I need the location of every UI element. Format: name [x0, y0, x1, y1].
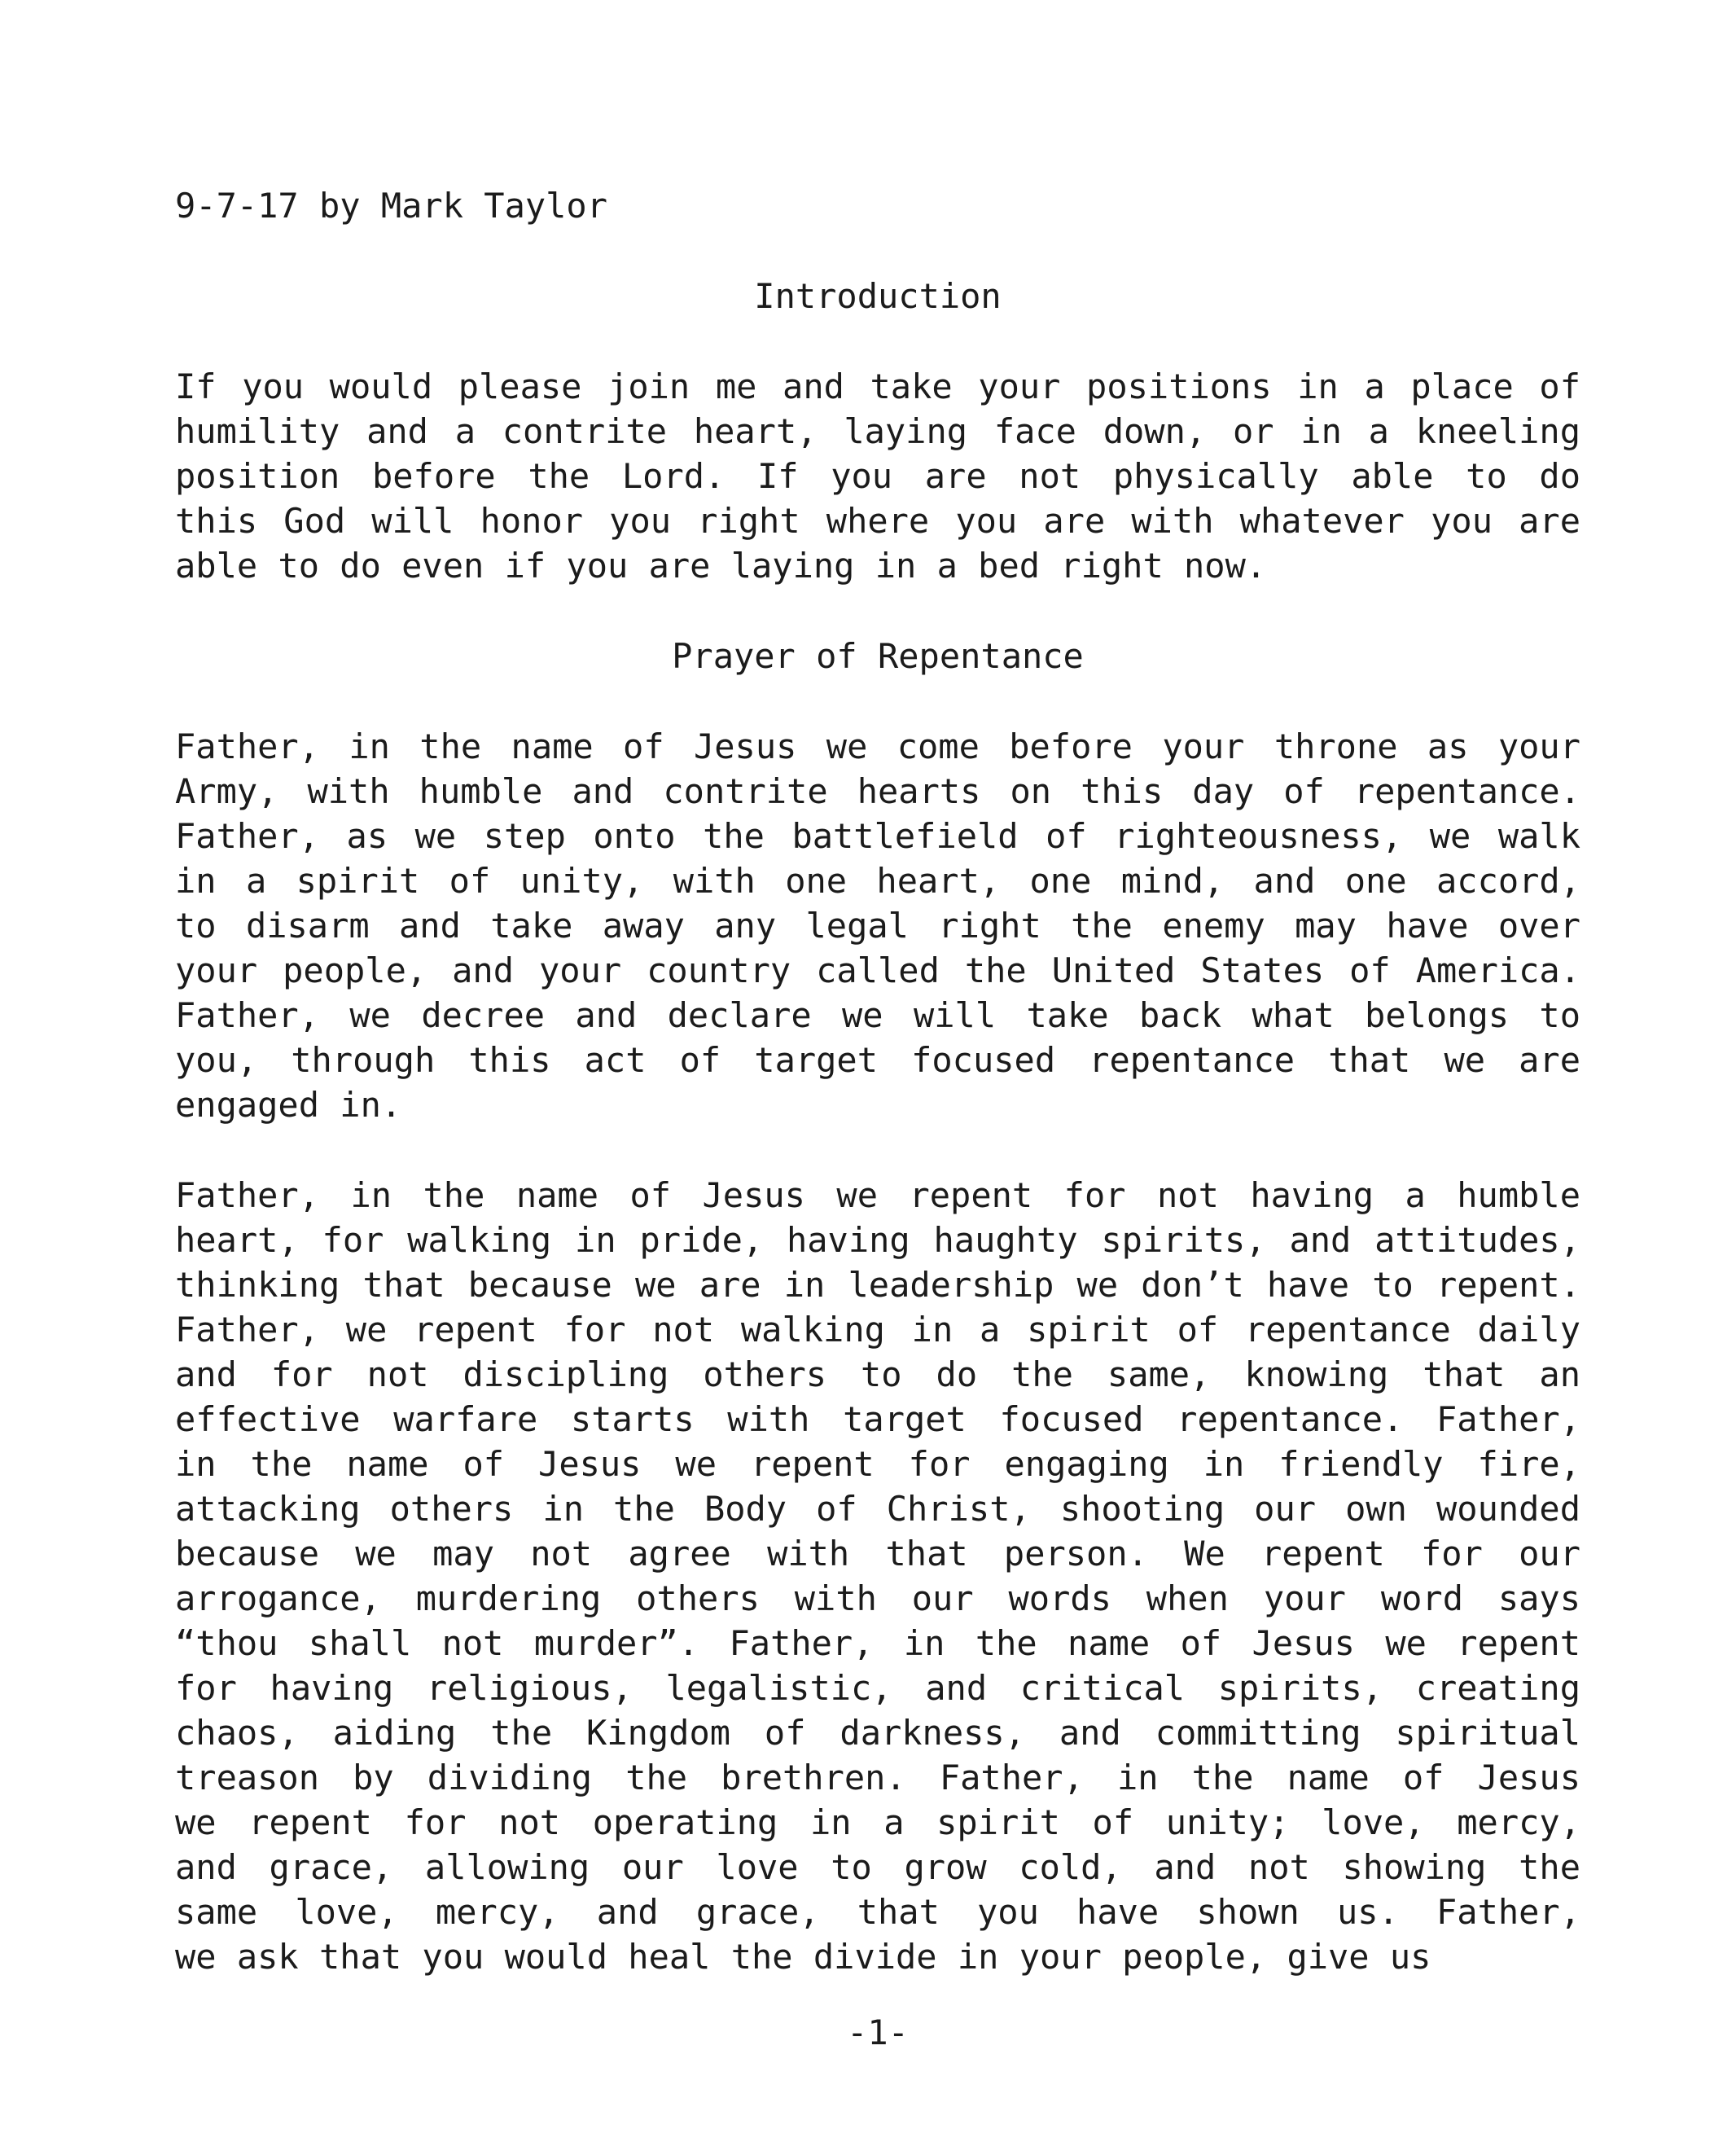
text-line: your people, and your country called the United States of America. [175, 950, 1580, 990]
text-line: effective warfare starts with target focused repentance. Father, [175, 1399, 1580, 1439]
text-line: in a spirit of unity, with one heart, one mind, and one accord, [175, 861, 1580, 901]
text-line: treason by dividing the brethren. Father, in the name of Jesus [175, 1758, 1580, 1797]
text-line: “thou shall not murder”. Father, in the name of Jesus we repent [175, 1623, 1580, 1663]
text-line: we repent for not operating in a spirit of unity; love, mercy, [175, 1802, 1580, 1842]
text-line: Father, as we step onto the battlefield of righteousness, we walk [175, 816, 1580, 856]
text-line: Father, we repent for not walking in a spirit of repentance daily [175, 1310, 1580, 1350]
text-line: we ask that you would heal the divide in your people, give us [175, 1937, 1431, 1977]
byline: 9-7-17 by Mark Taylor [175, 186, 608, 226]
text-line: arrogance, murdering others with our words when your word says [175, 1578, 1580, 1618]
text-line: for having religious, legalistic, and critical spirits, creating [175, 1668, 1580, 1708]
page-number: -1- [847, 2013, 909, 2052]
paragraph-prayer-part-2 [175, 1173, 1580, 1979]
text-line: this God will honor you right where you are with whatever you are [175, 501, 1580, 541]
text-line: If you would please join me and take your positions in a place of [175, 367, 1580, 406]
text-line: position before the Lord. If you are not physically able to do [175, 456, 1580, 496]
text-line: Army, with humble and contrite hearts on this day of repentance. [175, 771, 1580, 811]
text-line: because we may not agree with that person. We repent for our [175, 1534, 1580, 1574]
paragraph-prayer-part-1 [175, 724, 1580, 1127]
text-line: humility and a contrite heart, laying face down, or in a kneeling [175, 411, 1580, 451]
text-line: Father, in the name of Jesus we repent for not having a humble [175, 1175, 1580, 1215]
text-line: engaged in. [175, 1085, 402, 1125]
text-line: heart, for walking in pride, having haughty spirits, and attitudes, [175, 1220, 1580, 1260]
text-line: attacking others in the Body of Christ, shooting our own wounded [175, 1489, 1580, 1529]
text-line: in the name of Jesus we repent for engaging in friendly fire, [175, 1444, 1580, 1484]
text-line: and for not discipling others to do the same, knowing that an [175, 1354, 1580, 1394]
text-line: Father, in the name of Jesus we come before your throne as your [175, 726, 1580, 766]
text-line: Father, we decree and declare we will take back what belongs to [175, 995, 1580, 1035]
text-line: same love, mercy, and grace, that you have shown us. Father, [175, 1892, 1580, 1932]
text-line: to disarm and take away any legal right the enemy may have over [175, 906, 1580, 946]
text-line: chaos, aiding the Kingdom of darkness, and committing spiritual [175, 1713, 1580, 1753]
text-line: you, through this act of target focused repentance that we are [175, 1040, 1580, 1080]
text-line: able to do even if you are laying in a bed right now. [175, 546, 1267, 586]
heading-introduction: Introduction [754, 276, 1002, 316]
heading-prayer-of-repentance: Prayer of Repentance [672, 636, 1084, 676]
paragraph-introduction [175, 364, 1580, 588]
text-line: and grace, allowing our love to grow cold, and not showing the [175, 1847, 1580, 1887]
text-line: thinking that because we are in leadership we don’t have to repent. [175, 1265, 1580, 1305]
